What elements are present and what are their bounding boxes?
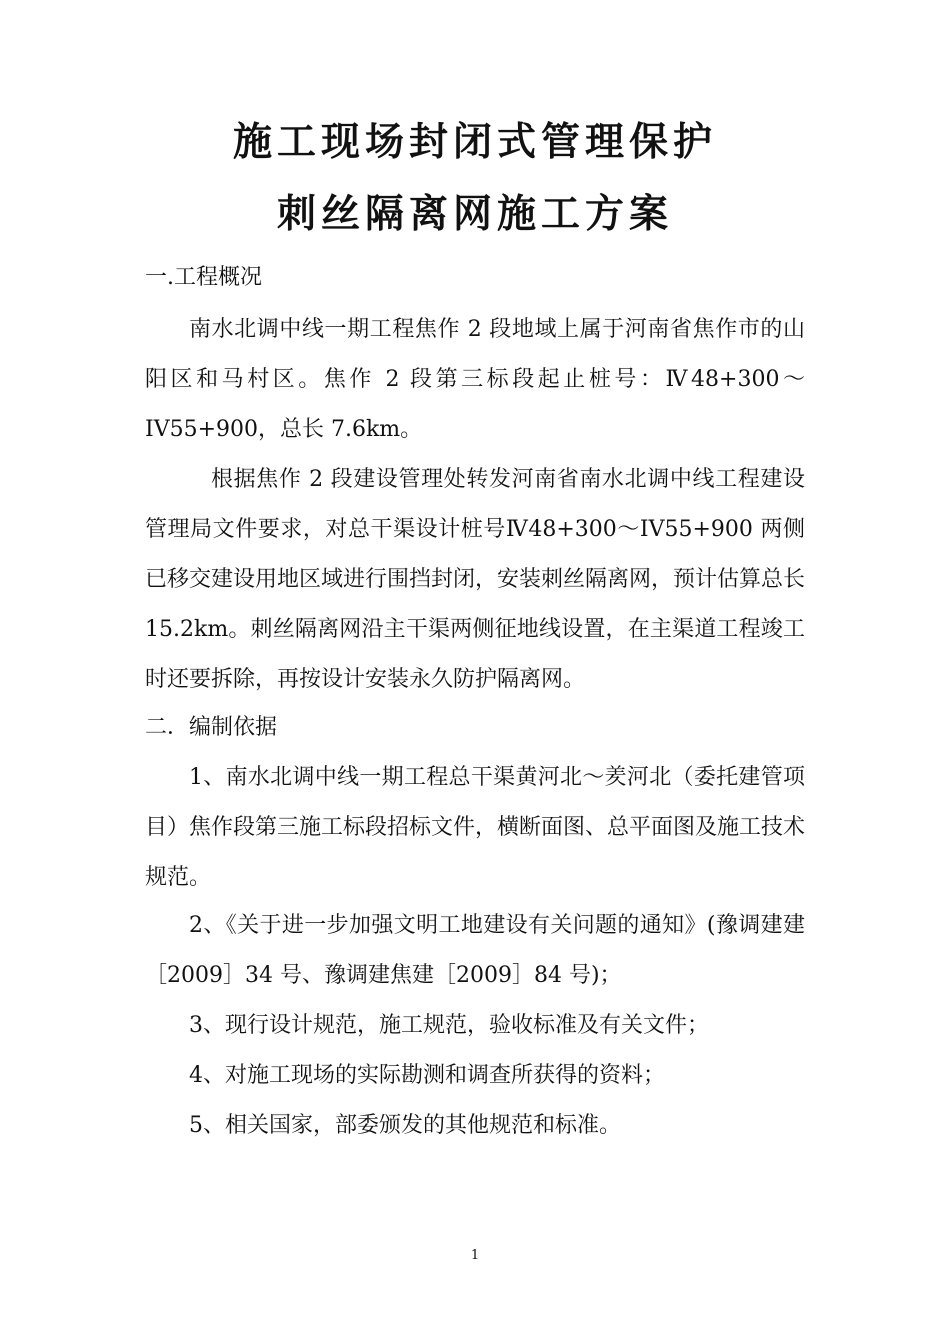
basis-item-5: 5、相关国家，部委颁发的其他规范和标准。 [189,1113,621,1138]
document-title-line-1: 施工现场封闭式管理保护 [232,120,717,165]
section-heading-basis: 二．编制依据 [145,715,278,740]
basis-item-1: 1、南水北调中线一期工程总干渠黄河北～羑河北（委托建管项目）焦作段第三施工标段招标文件，横断面图、总平面图及施工技术规范。 [145,765,806,890]
document-title-line-2: 刺丝隔离网施工方案 [276,192,673,237]
section-heading-overview: 一.工程概况 [145,265,262,290]
basis-item-2: 2、《关于进一步加强文明工地建设有关问题的通知》(豫调建建［2009］34 号、豫调建焦建［2009］84 号)； [145,913,805,988]
paragraph-overview-2: 根据焦作 2 段建设管理处转发河南省南水北调中线工程建设管理局文件要求，对总干渠设计桩号Ⅳ48+300～IV55+900 两侧已移交建设用地区域进行围挡封闭，安装刺丝隔离网，预计估算总长 15.2km。刺丝隔离网沿主干渠两侧征地线设置，在主渠道工程竣工时还要拆除，再按设计安装永久防护隔离网。 [145,467,806,692]
paragraph-overview-1: 南水北调中线一期工程焦作 2 段地域上属于河南省焦作市的山阳区和马村区。焦作 2 段第三标段起止桩号：Ⅳ48+300～IV55+900，总长 7.6km。 [145,317,805,442]
basis-item-3: 3、现行设计规范，施工规范，验收标准及有关文件； [189,1013,709,1038]
page-number: 1 [470,1248,480,1263]
basis-item-4: 4、对施工现场的实际勘测和调查所获得的资料； [189,1063,665,1088]
